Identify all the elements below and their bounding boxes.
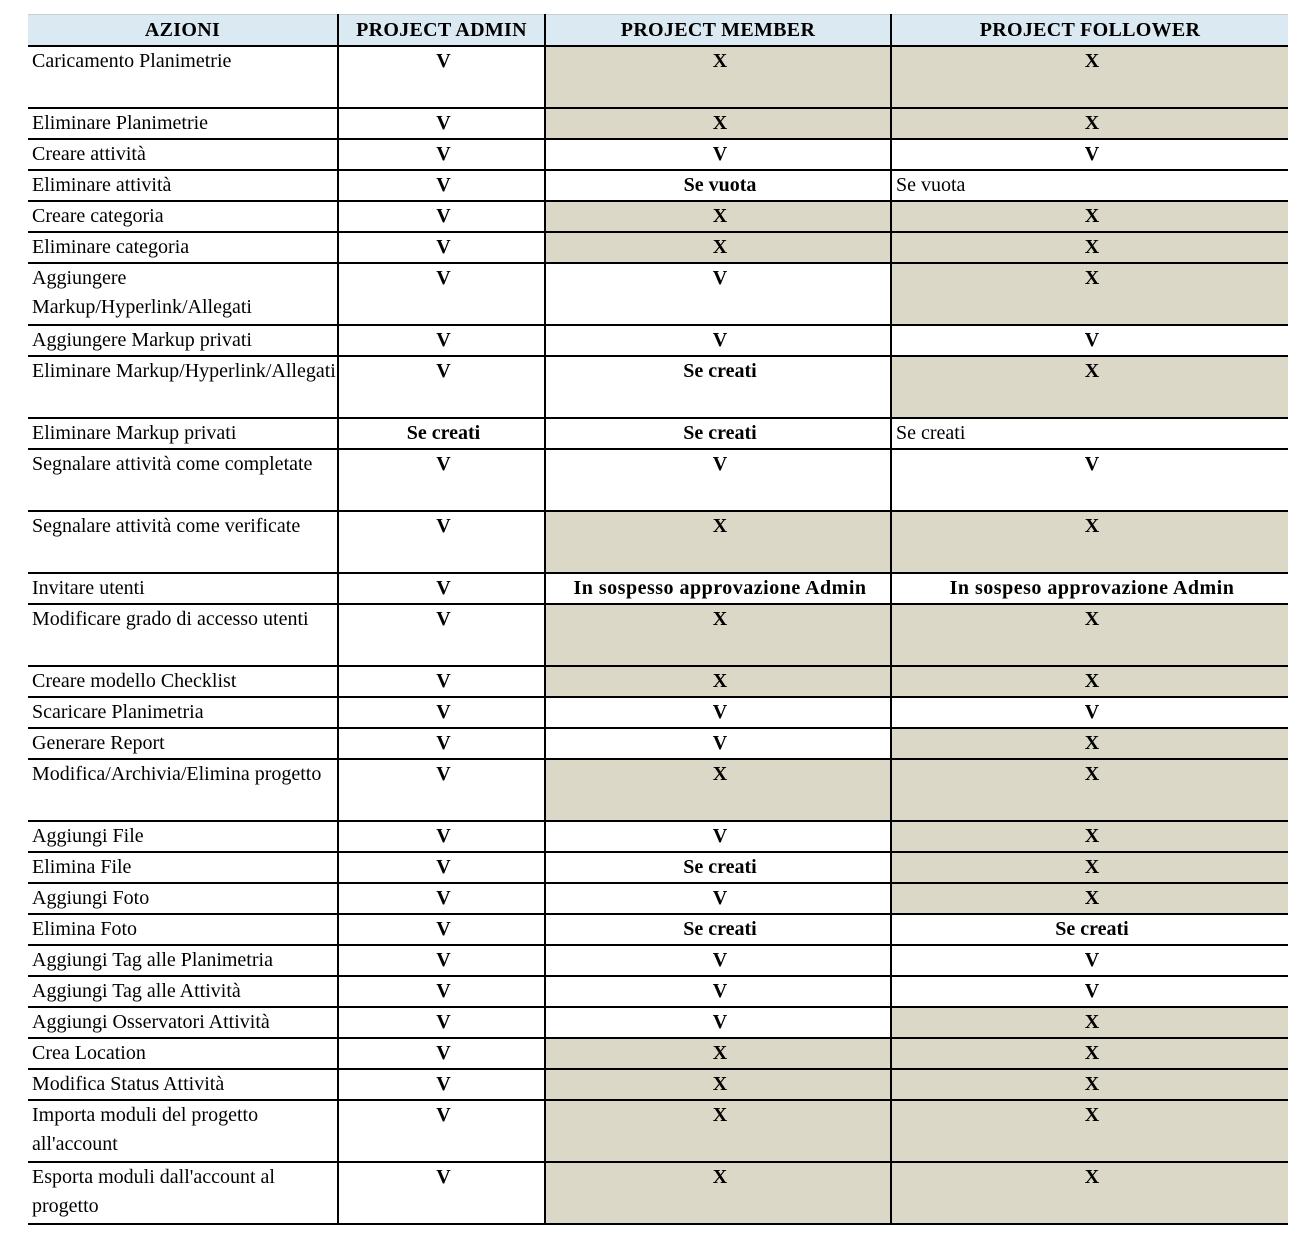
table-row	[28, 46, 1288, 108]
member-permission-cell: X	[545, 1100, 891, 1162]
admin-permission-cell: V	[338, 883, 545, 914]
admin-permission-cell: V	[338, 108, 545, 139]
admin-permission-cell: V	[338, 1069, 545, 1100]
admin-permission-cell: V	[338, 914, 545, 945]
member-permission-cell: X	[545, 201, 891, 232]
action-cell: Modificare grado di accesso utenti	[28, 604, 338, 666]
action-cell: Elimina File	[28, 852, 338, 883]
table-row	[28, 1069, 1288, 1100]
permissions-table	[28, 14, 1288, 1225]
action-cell: Modifica Status Attività	[28, 1069, 338, 1100]
admin-permission-cell: V	[338, 852, 545, 883]
admin-permission-cell: V	[338, 170, 545, 201]
follower-permission-cell: X	[891, 604, 1288, 666]
member-permission-cell: V	[545, 883, 891, 914]
table-row	[28, 139, 1288, 170]
member-permission-cell: V	[545, 325, 891, 356]
table-row	[28, 883, 1288, 914]
table-row	[28, 418, 1288, 449]
table-row	[28, 666, 1288, 697]
admin-permission-cell: V	[338, 1007, 545, 1038]
admin-permission-cell: V	[338, 573, 545, 604]
follower-permission-cell: X	[891, 263, 1288, 325]
action-cell: Aggiungi Foto	[28, 883, 338, 914]
admin-permission-cell: V	[338, 604, 545, 666]
table-row	[28, 511, 1288, 573]
admin-permission-cell: V	[338, 666, 545, 697]
follower-permission-cell: Se creati	[891, 418, 1288, 449]
follower-permission-cell: X	[891, 759, 1288, 821]
table-row	[28, 976, 1288, 1007]
follower-permission-cell: X	[891, 201, 1288, 232]
admin-permission-cell: V	[338, 139, 545, 170]
admin-permission-cell: V	[338, 1162, 545, 1224]
admin-permission-cell: V	[338, 1100, 545, 1162]
member-permission-cell: V	[545, 976, 891, 1007]
member-permission-cell: X	[545, 1069, 891, 1100]
table-row	[28, 1038, 1288, 1069]
follower-permission-cell: X	[891, 666, 1288, 697]
action-cell: Crea Location	[28, 1038, 338, 1069]
follower-permission-cell: X	[891, 1162, 1288, 1224]
member-permission-cell: X	[545, 604, 891, 666]
table-row	[28, 914, 1288, 945]
follower-permission-cell: X	[891, 1069, 1288, 1100]
table-row	[28, 1100, 1288, 1162]
table-row	[28, 449, 1288, 511]
action-cell: Caricamento Planimetrie	[28, 46, 338, 108]
follower-permission-cell: In sospeso approvazione Admin	[891, 573, 1288, 604]
header-project-member: PROJECT MEMBER	[545, 15, 891, 47]
member-permission-cell: X	[545, 1162, 891, 1224]
follower-permission-cell: Se vuota	[891, 170, 1288, 201]
member-permission-cell: V	[545, 139, 891, 170]
follower-permission-cell: X	[891, 46, 1288, 108]
admin-permission-cell: V	[338, 728, 545, 759]
member-permission-cell: V	[545, 697, 891, 728]
action-cell: Aggiungi Osservatori Attività	[28, 1007, 338, 1038]
follower-permission-cell: X	[891, 1038, 1288, 1069]
member-permission-cell: V	[545, 821, 891, 852]
follower-permission-cell: Se creati	[891, 914, 1288, 945]
follower-permission-cell: V	[891, 976, 1288, 1007]
action-cell: Generare Report	[28, 728, 338, 759]
action-cell: Aggiungere Markup privati	[28, 325, 338, 356]
member-permission-cell: V	[545, 449, 891, 511]
follower-permission-cell: V	[891, 945, 1288, 976]
follower-permission-cell: X	[891, 728, 1288, 759]
member-permission-cell: V	[545, 1007, 891, 1038]
member-permission-cell: X	[545, 46, 891, 108]
action-cell: Aggiungi Tag alle Planimetria	[28, 945, 338, 976]
admin-permission-cell: V	[338, 232, 545, 263]
table-row	[28, 201, 1288, 232]
member-permission-cell: X	[545, 759, 891, 821]
follower-permission-cell: X	[891, 356, 1288, 418]
table-row	[28, 232, 1288, 263]
follower-permission-cell: V	[891, 697, 1288, 728]
action-cell: Aggiungi File	[28, 821, 338, 852]
header-action: AZIONI	[28, 15, 338, 47]
action-cell: Modifica/Archivia/Elimina progetto	[28, 759, 338, 821]
table-row	[28, 1162, 1288, 1224]
table-row	[28, 356, 1288, 418]
action-cell: Importa moduli del progetto all'account	[28, 1100, 338, 1162]
follower-permission-cell: V	[891, 139, 1288, 170]
table-row	[28, 759, 1288, 821]
admin-permission-cell: V	[338, 976, 545, 1007]
follower-permission-cell: X	[891, 852, 1288, 883]
action-cell: Aggiungere Markup/Hyperlink/Allegati	[28, 263, 338, 325]
member-permission-cell: X	[545, 511, 891, 573]
member-permission-cell: Se vuota	[545, 170, 891, 201]
admin-permission-cell: V	[338, 46, 545, 108]
table-row	[28, 728, 1288, 759]
admin-permission-cell: V	[338, 201, 545, 232]
follower-permission-cell: X	[891, 108, 1288, 139]
action-cell: Creare modello Checklist	[28, 666, 338, 697]
table-row	[28, 821, 1288, 852]
action-cell: Invitare utenti	[28, 573, 338, 604]
table-row	[28, 945, 1288, 976]
action-cell: Segnalare attività come verificate	[28, 511, 338, 573]
member-permission-cell: V	[545, 728, 891, 759]
action-cell: Esporta moduli dall'account al progetto	[28, 1162, 338, 1224]
action-cell: Creare attività	[28, 139, 338, 170]
admin-permission-cell: V	[338, 511, 545, 573]
permissions-sheet	[28, 14, 1288, 1225]
action-cell: Eliminare Planimetrie	[28, 108, 338, 139]
member-permission-cell: Se creati	[545, 852, 891, 883]
header-row	[28, 15, 1288, 47]
admin-permission-cell: V	[338, 945, 545, 976]
member-permission-cell: V	[545, 263, 891, 325]
table-row	[28, 263, 1288, 325]
admin-permission-cell: V	[338, 325, 545, 356]
member-permission-cell: X	[545, 108, 891, 139]
admin-permission-cell: V	[338, 697, 545, 728]
action-cell: Eliminare Markup/Hyperlink/Allegati	[28, 356, 338, 418]
permissions-table-body	[28, 46, 1288, 1224]
member-permission-cell: V	[545, 945, 891, 976]
table-row	[28, 325, 1288, 356]
admin-permission-cell: V	[338, 449, 545, 511]
admin-permission-cell: V	[338, 759, 545, 821]
action-cell: Aggiungi Tag alle Attività	[28, 976, 338, 1007]
table-row	[28, 108, 1288, 139]
table-row	[28, 170, 1288, 201]
follower-permission-cell: V	[891, 449, 1288, 511]
admin-permission-cell: Se creati	[338, 418, 545, 449]
follower-permission-cell: X	[891, 883, 1288, 914]
follower-permission-cell: X	[891, 511, 1288, 573]
table-row	[28, 604, 1288, 666]
table-row	[28, 1007, 1288, 1038]
action-cell: Elimina Foto	[28, 914, 338, 945]
member-permission-cell: X	[545, 1038, 891, 1069]
follower-permission-cell: X	[891, 1007, 1288, 1038]
header-project-follower: PROJECT FOLLOWER	[891, 15, 1288, 47]
follower-permission-cell: X	[891, 232, 1288, 263]
table-row	[28, 852, 1288, 883]
follower-permission-cell: V	[891, 325, 1288, 356]
action-cell: Scaricare Planimetria	[28, 697, 338, 728]
admin-permission-cell: V	[338, 356, 545, 418]
table-row	[28, 573, 1288, 604]
header-project-admin: PROJECT ADMIN	[338, 15, 545, 47]
follower-permission-cell: X	[891, 1100, 1288, 1162]
action-cell: Eliminare categoria	[28, 232, 338, 263]
action-cell: Segnalare attività come completate	[28, 449, 338, 511]
admin-permission-cell: V	[338, 1038, 545, 1069]
member-permission-cell: X	[545, 666, 891, 697]
member-permission-cell: Se creati	[545, 356, 891, 418]
admin-permission-cell: V	[338, 821, 545, 852]
member-permission-cell: In sospesso approvazione Admin	[545, 573, 891, 604]
member-permission-cell: Se creati	[545, 418, 891, 449]
admin-permission-cell: V	[338, 263, 545, 325]
action-cell: Creare categoria	[28, 201, 338, 232]
action-cell: Eliminare Markup privati	[28, 418, 338, 449]
table-row	[28, 697, 1288, 728]
member-permission-cell: Se creati	[545, 914, 891, 945]
member-permission-cell: X	[545, 232, 891, 263]
follower-permission-cell: X	[891, 821, 1288, 852]
action-cell: Eliminare attività	[28, 170, 338, 201]
